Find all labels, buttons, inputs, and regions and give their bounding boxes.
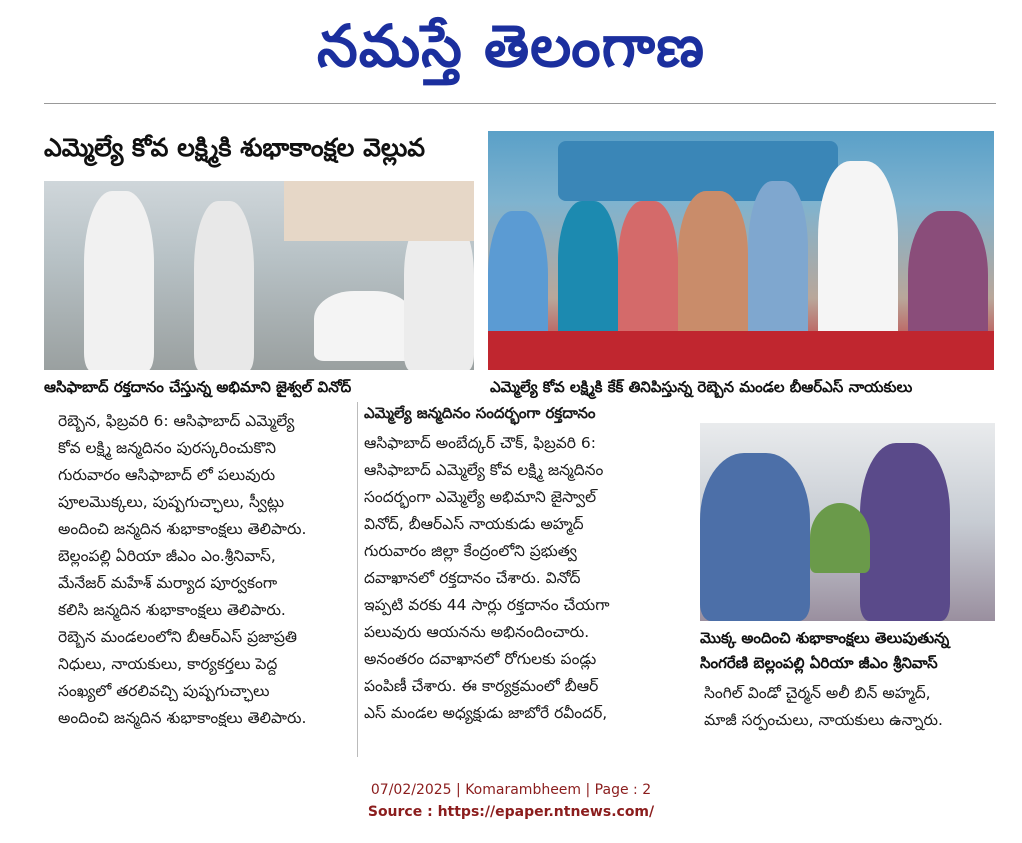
photo-caption: ఎమ్మెల్యే కోవ లక్ష్మికి కేక్ తినిపిస్తున్న రెబ్బెన మండల బీఆర్ఎస్ నాయకులు <box>490 378 913 396</box>
text-line: వినోద్, బీఆర్ఎస్ నాయకుడు అహ్మద్ <box>364 515 584 533</box>
masthead <box>0 0 1022 92</box>
text-line: గురువారం జిల్లా కేంద్రంలోని ప్రభుత్వ <box>364 542 577 560</box>
article-column-2 <box>364 430 690 727</box>
text-line: పూలమొక్కలు, పుష్పగుచ్ఛాలు, స్వీట్లు <box>58 493 285 511</box>
text-line: సంఖ్యలో తరలివచ్చి పుష్పగుచ్ఛాలు <box>58 682 270 700</box>
newspaper-logo: నమస్తే తెలంగాణ <box>317 12 705 80</box>
photo-caption <box>700 626 996 676</box>
text-line: అందించి జన్మదిన శుభాకాంక్షలు తెలిపారు. <box>58 520 307 538</box>
text-line: పంపిణీ చేశారు. ఈ కార్యక్రమంలో బీఆర్ <box>364 677 599 695</box>
caption-line: మొక్క అందించి శుభాకాంక్షలు తెలుపుతున్న <box>700 629 950 647</box>
text-line: ఇప్పటి వరకు 44 సార్లు రక్తదానం చేయగా <box>364 596 610 614</box>
text-line: రెబ్బెన, ఫిబ్రవరి 6: ఆసిఫాబాద్ ఎమ్మెల్యే <box>58 412 295 430</box>
text-line: దవాఖానలో రక్తదానం చేశారు. వినోద్ <box>364 569 581 587</box>
caption-line: సింగరేణి బెల్లంపల్లి ఏరియా జీఎం శ్రీనివాస్ <box>700 654 938 672</box>
text-line: ఆసిఫాబాద్ ఎమ్మెల్యే కోవ లక్ష్మి జన్మదినం <box>364 461 604 479</box>
text-line: నిధులు, నాయకులు, కార్యకర్తలు పెద్ద <box>58 655 278 673</box>
text-line: గురువారం ఆసిఫాబాద్ లో పలువురు <box>58 466 276 484</box>
text-line: మేనేజర్ మహేశ్ మర్యాద పూర్వకంగా <box>58 574 278 592</box>
footer-source-link[interactable]: Source : https://epaper.ntnews.com/ <box>367 804 655 820</box>
text-line: రెబ్బెన మండలంలోని బీఆర్ఎస్ ప్రజాప్రతి <box>58 628 297 646</box>
photo-plant-gift <box>700 423 995 621</box>
text-line: అందించి జన్మదిన శుభాకాంక్షలు తెలిపారు. <box>58 709 307 727</box>
text-line: మాజీ సర్పంచులు, నాయకులు ఉన్నారు. <box>704 711 943 729</box>
article-column-1 <box>58 408 350 732</box>
text-line: కోవ లక్ష్మి జన్మదినం పురస్కరించుకొని <box>58 439 276 457</box>
text-line: సందర్భంగా ఎమ్మెల్యే అభిమాని జైస్వాల్ <box>364 488 597 506</box>
photo-blood-donation <box>44 181 474 370</box>
footer-date-line: 07/02/2025 | Komarambheem | Page : 2 <box>370 782 652 798</box>
text-line: కలిసి జన్మదిన శుభాకాంక్షలు తెలిపారు. <box>58 601 286 619</box>
text-line: పలువురు ఆయనను అభినందించారు. <box>364 623 590 641</box>
sub-headline: ఎమ్మెల్యే జన్మదినం సందర్భంగా రక్తదానం <box>364 404 596 422</box>
photo-birthday-cake <box>488 131 994 370</box>
photo-caption: ఆసిఫాబాద్ రక్తదానం చేస్తున్న అభిమాని జైశ్వల్ వినోద్ <box>44 378 352 396</box>
page-footer <box>0 779 1022 823</box>
text-line: బెల్లంపల్లి ఏరియా జీఎం ఎం.శ్రీనివాస్, <box>58 547 276 565</box>
column-divider <box>357 402 358 757</box>
article-headline: ఎమ్మెల్యే కోవ లక్ష్మికి శుభాకాంక్షల వెల్లువ <box>44 133 426 162</box>
article-column-3 <box>704 680 996 734</box>
text-line: ఎస్ మండల అధ్యక్షుడు జాబోరే రవీందర్, <box>364 704 608 722</box>
text-line: అనంతరం దవాఖానలో రోగులకు పండ్లు <box>364 650 597 668</box>
text-line: సింగిల్ విండో చైర్మన్ అలీ బిన్ అహ్మద్, <box>704 684 931 702</box>
text-line: ఆసిఫాబాద్ అంబేద్కర్ చౌక్, ఫిబ్రవరి 6: <box>364 434 596 452</box>
